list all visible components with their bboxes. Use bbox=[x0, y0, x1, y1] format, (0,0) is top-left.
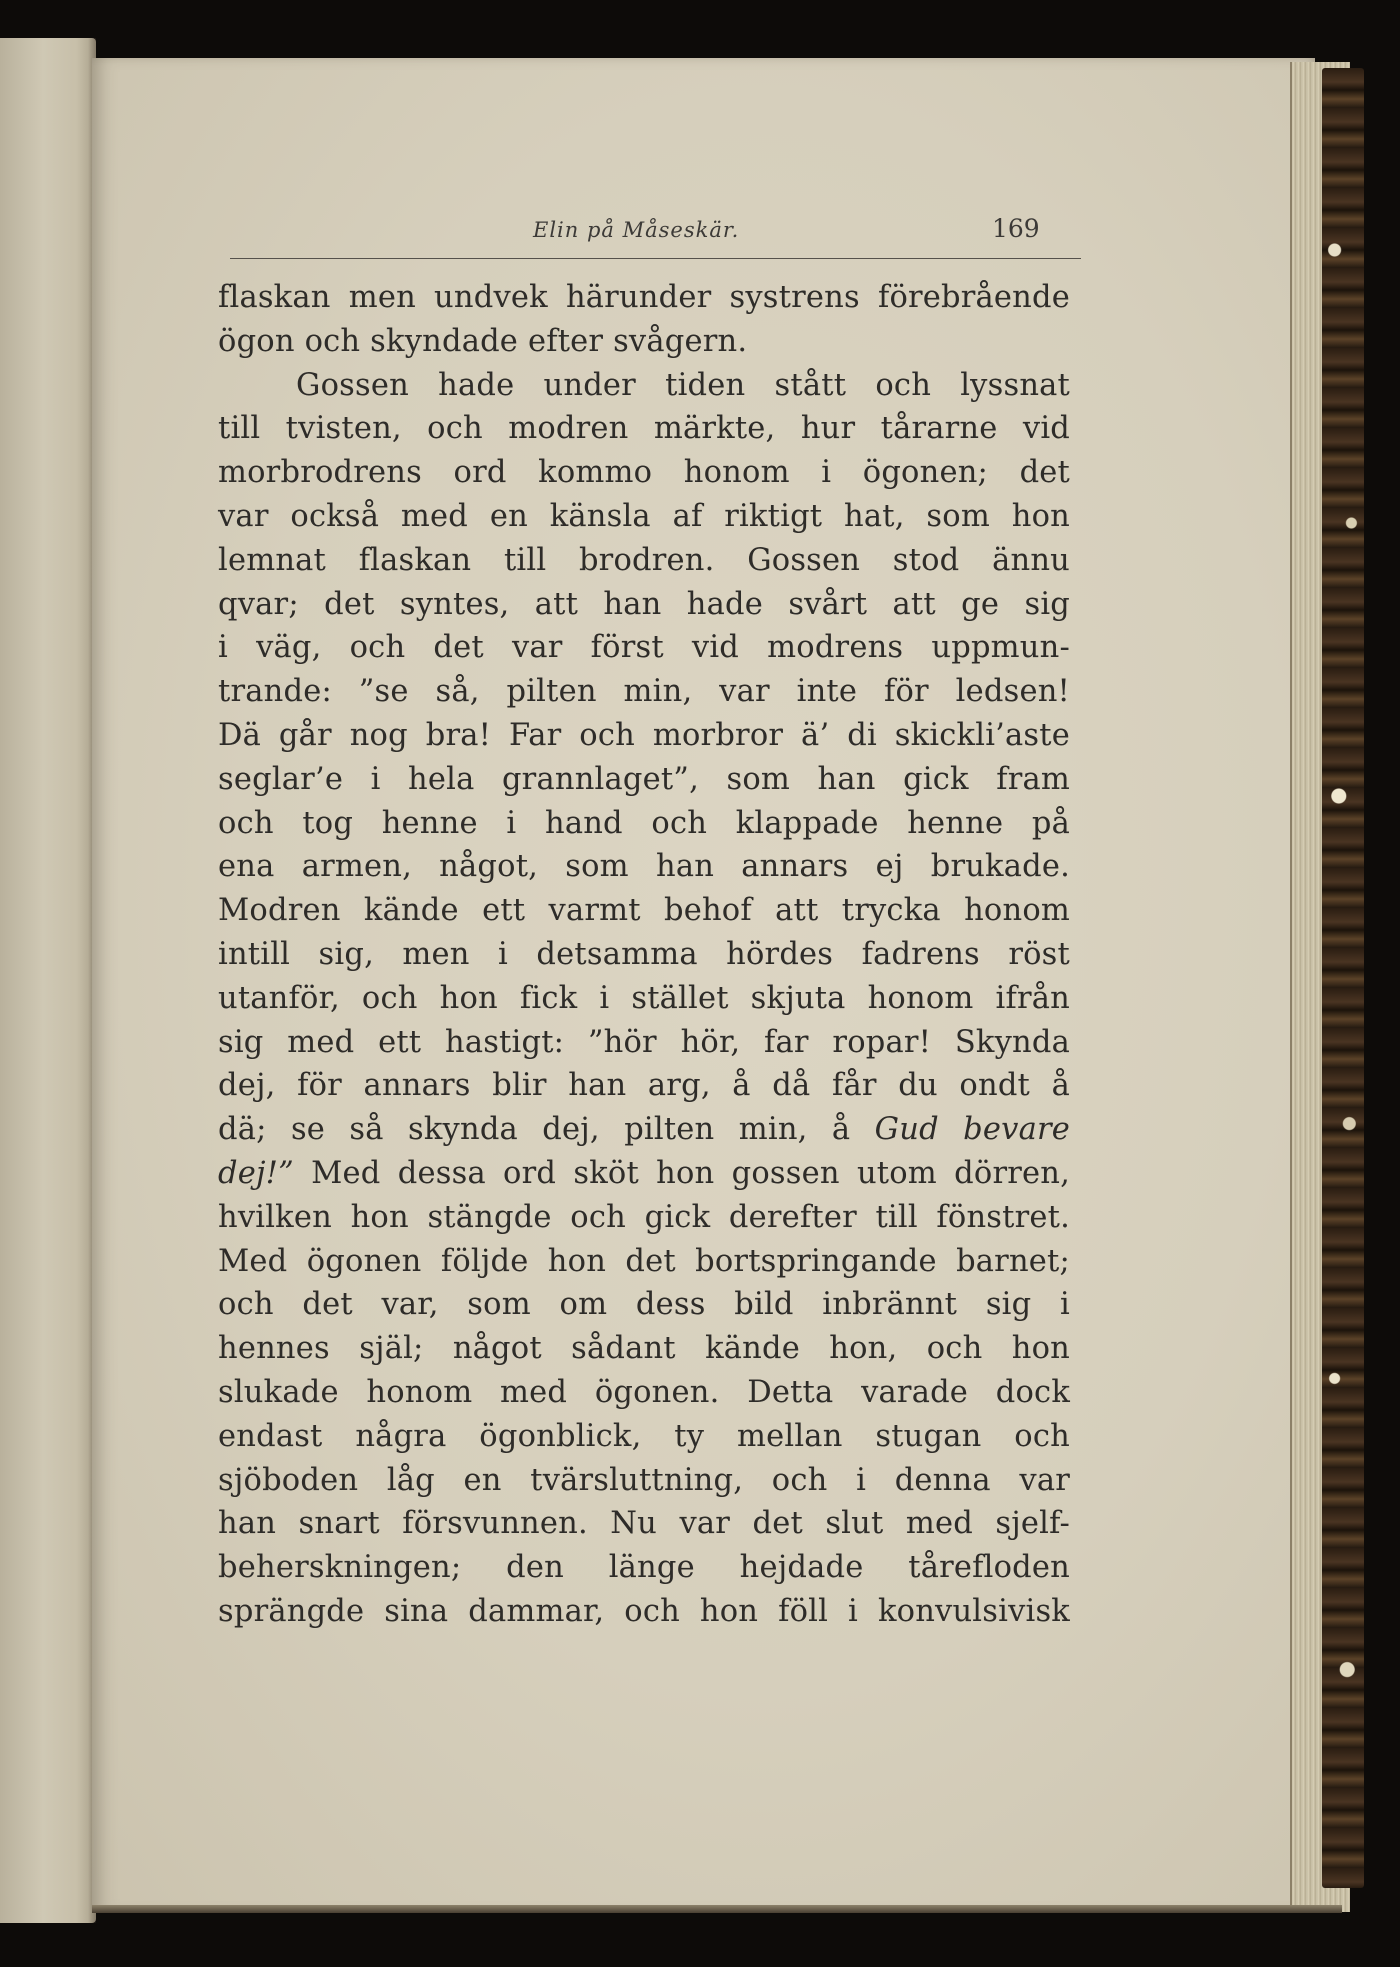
page-number: 169 bbox=[992, 214, 1040, 243]
text-line: och tog henne i hand och klappade henne på bbox=[218, 805, 1070, 841]
text-line: slukade honom med ögonen. Detta varade dock bbox=[218, 1374, 1070, 1410]
text-line: endast några ögonblick, ty mellan stugan och bbox=[218, 1418, 1070, 1454]
text-line: han snart försvunnen. Nu var det slut med sjelf- bbox=[218, 1506, 1070, 1542]
text-line: i väg, och det var först vid modrens uppmun- bbox=[218, 630, 1070, 666]
text-line bbox=[218, 1152, 1070, 1196]
text-line: dej, för annars blir han arg, å då får du ondt å bbox=[218, 1068, 1070, 1104]
italic-phrase: Gud bevare bbox=[874, 1112, 1070, 1148]
text-line: till tvisten, och modren märkte, hur tårarne vid bbox=[218, 411, 1070, 447]
text-line: ögon och skyndade efter svågern. bbox=[218, 323, 748, 359]
marbled-cover-edge bbox=[1322, 68, 1364, 1888]
text-line: beherskningen; den länge hejdade tårefloden bbox=[218, 1550, 1070, 1586]
text-line: lemnat flaskan till brodren. Gossen stod ännu bbox=[218, 542, 1070, 578]
text-line: morbrodrens ord kommo honom i ögonen; det bbox=[218, 455, 1070, 491]
text-segment: dä; se så skynda dej, pilten min, å bbox=[218, 1112, 875, 1148]
text-line: flaskan men undvek härunder systrens förebrående bbox=[218, 280, 1070, 315]
running-head bbox=[210, 214, 1070, 262]
running-head-title: Elin på Måseskär. bbox=[533, 218, 740, 242]
text-line: Dä går nog bra! Far och morbror ä’ di skickli’aste bbox=[218, 717, 1070, 753]
text-line: sprängde sina dammar, och hon föll i konvulsivisk bbox=[218, 1593, 1070, 1629]
italic-phrase: dej!” bbox=[218, 1155, 294, 1191]
text-line: var också med en känsla af riktigt hat, som hon bbox=[218, 498, 1070, 534]
body-text bbox=[218, 276, 1070, 1634]
text-line: qvar; det syntes, att han hade svårt att ge sig bbox=[218, 586, 1070, 622]
previous-page-edge bbox=[0, 38, 96, 1923]
text-line: Modren kände ett varmt behof att trycka honom bbox=[218, 893, 1070, 929]
text-segment: Med dessa ord sköt hon gossen utom dörren, bbox=[293, 1155, 1070, 1191]
text-line: intill sig, men i detsamma hördes fadrens röst bbox=[218, 936, 1070, 972]
text-line: hennes själ; något sådant kände hon, och hon bbox=[218, 1331, 1070, 1367]
text-line: ena armen, något, som han annars ej brukade. bbox=[218, 849, 1070, 885]
text-line: Gossen hade under tiden stått och lyssnat bbox=[296, 367, 1070, 403]
text-line: hvilken hon stängde och gick derefter till fönstret. bbox=[218, 1199, 1070, 1235]
text-line: sig med ett hastigt: ”hör hör, far ropar! Skynda bbox=[218, 1024, 1070, 1060]
text-line bbox=[218, 1108, 1070, 1152]
text-line: utanför, och hon fick i stället skjuta honom ifrån bbox=[218, 980, 1070, 1016]
text-line: Med ögonen följde hon det bortspringande barnet; bbox=[218, 1243, 1070, 1279]
page-bottom-edge bbox=[92, 1905, 1342, 1913]
text-line: seglar’e i hela grannlaget”, som han gick fram bbox=[218, 761, 1070, 797]
text-line: sjöboden låg en tvärsluttning, och i denna var bbox=[218, 1462, 1070, 1498]
text-line: trande: ”se så, pilten min, var inte för ledsen! bbox=[218, 674, 1070, 710]
text-line: och det var, som om dess bild inbrännt sig i bbox=[218, 1287, 1070, 1323]
header-rule bbox=[230, 258, 1081, 259]
